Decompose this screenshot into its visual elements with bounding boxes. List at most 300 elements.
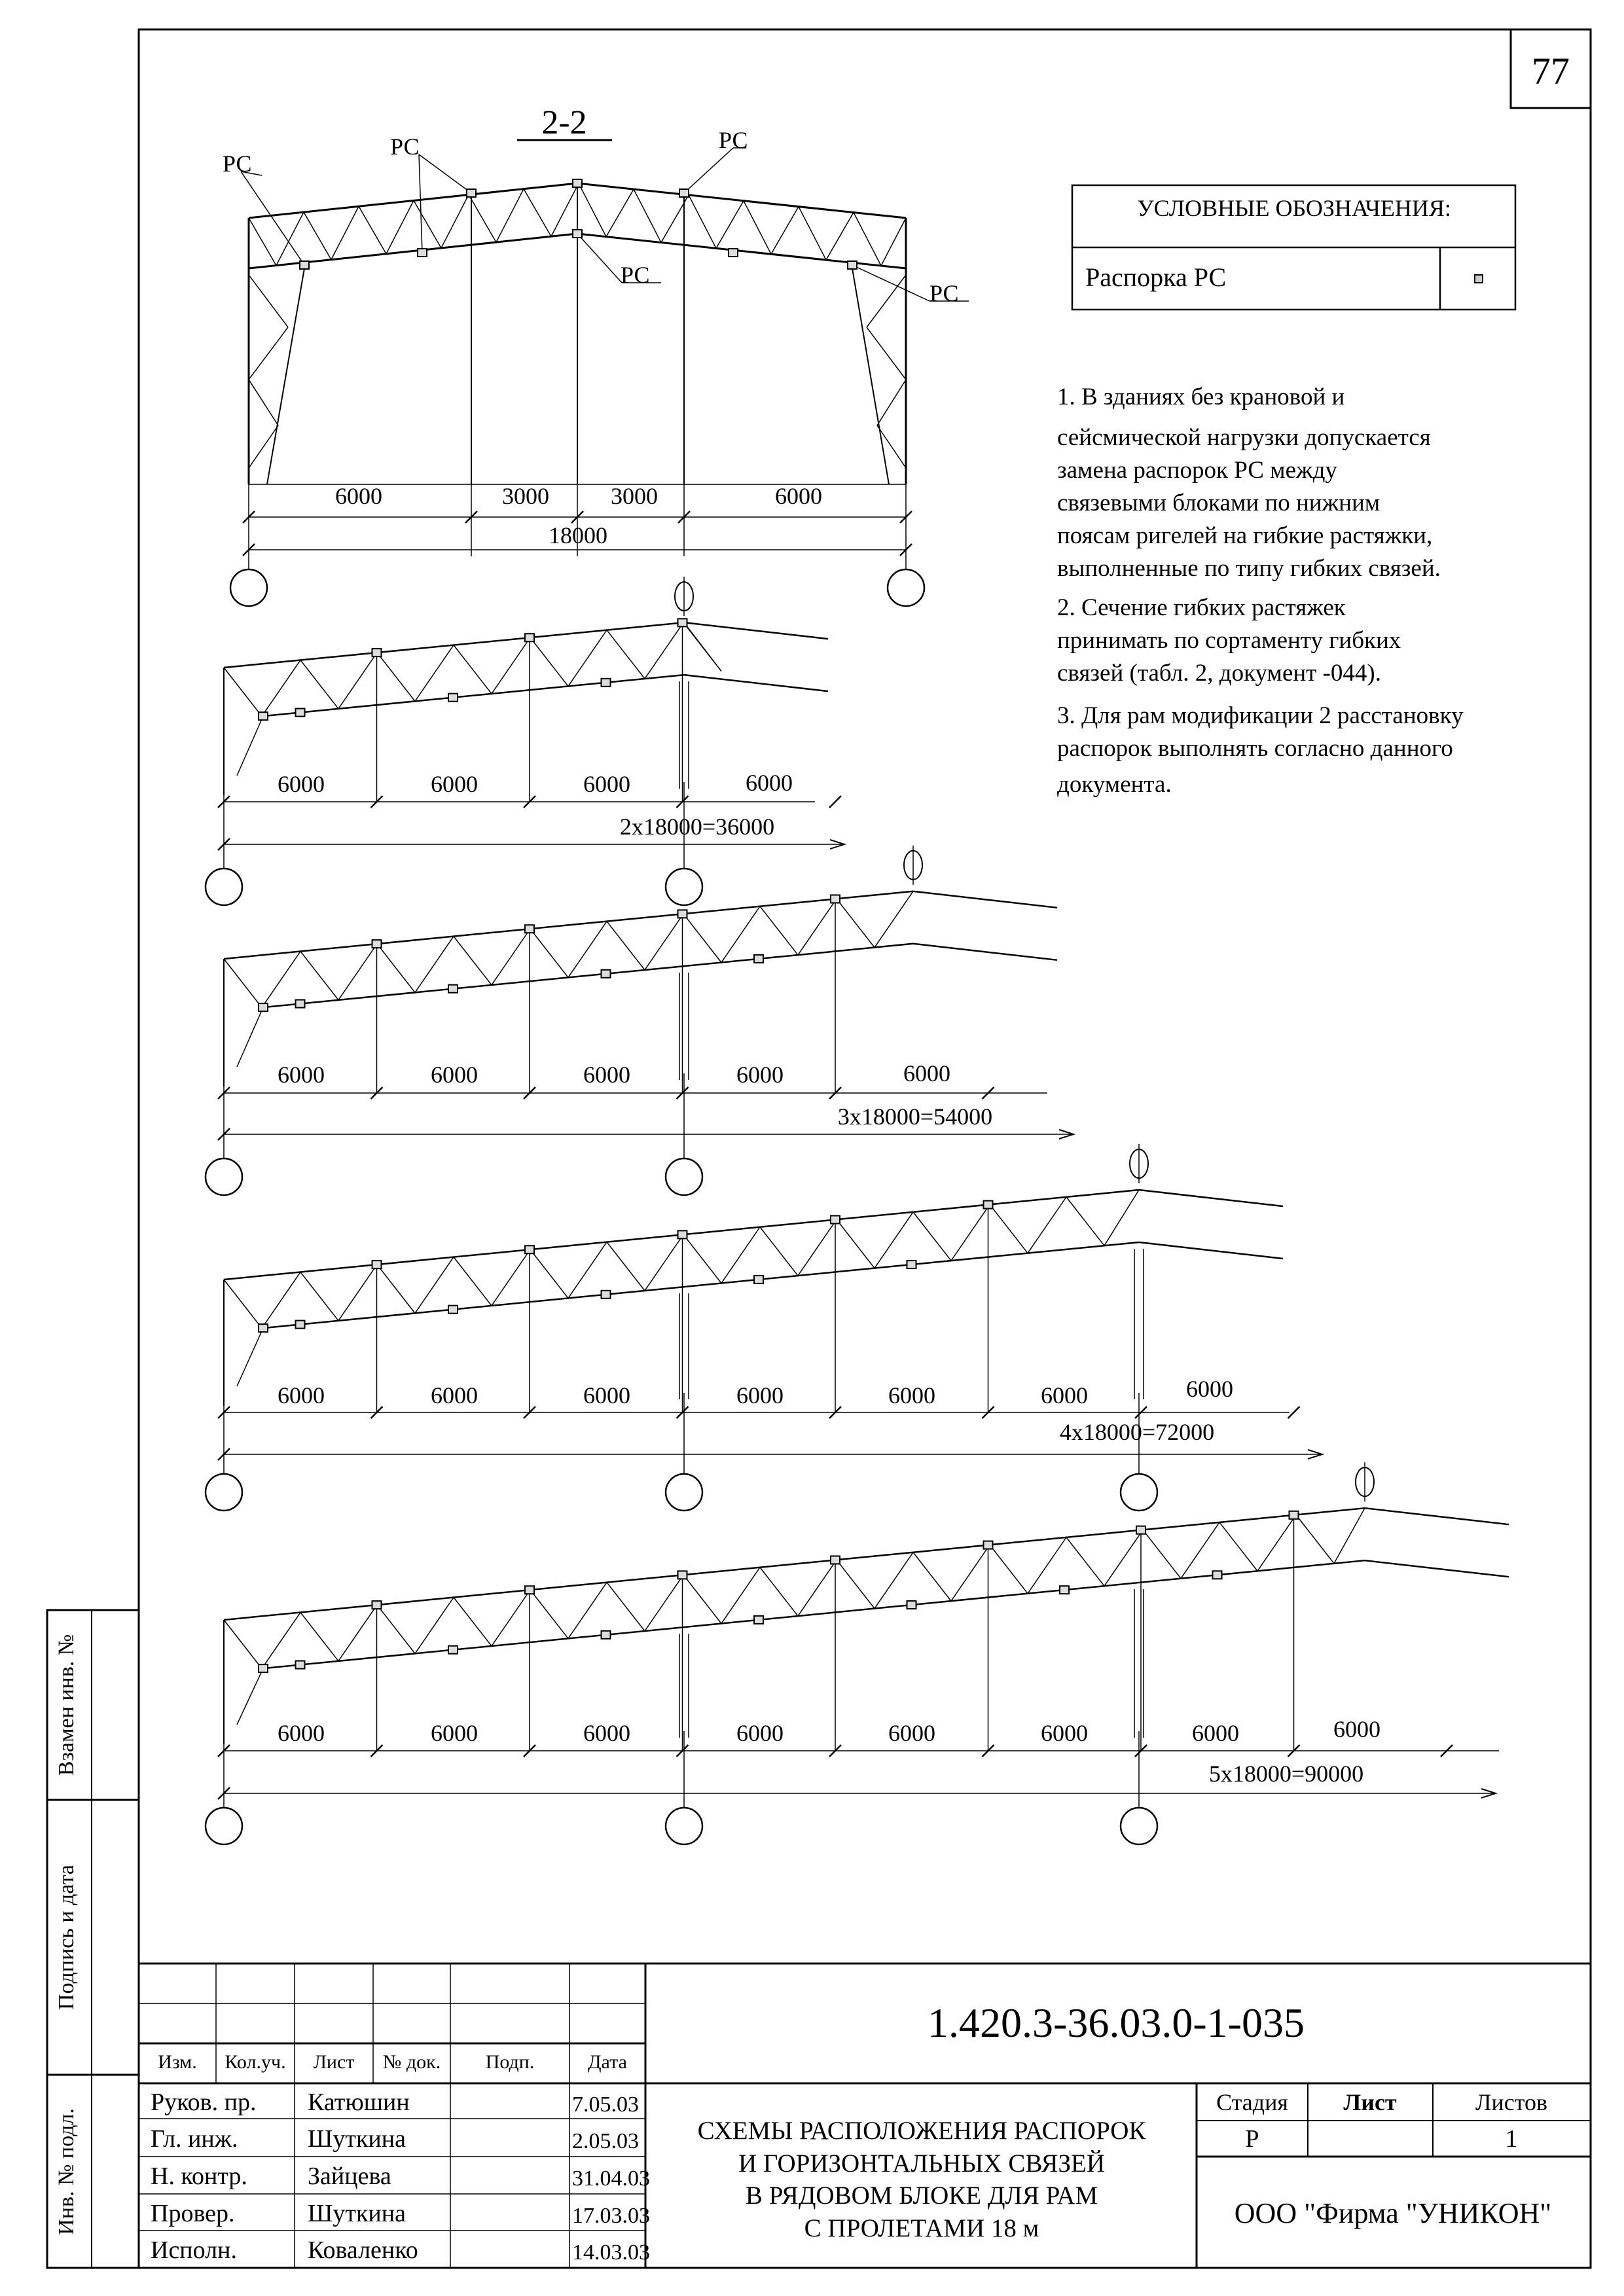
strut-marker [1136,1526,1146,1534]
truss-web [634,189,661,242]
truss-web [492,637,530,694]
note-line: 3. Для рам модификации 2 расстановку [1057,702,1464,729]
strut-marker [296,1661,305,1669]
truss-web [492,1590,530,1646]
note-line: сейсмической нагрузки допускается [1057,424,1431,451]
strut-marker [418,249,427,257]
truss-web [990,1545,1028,1593]
legend-item-label: Распорка РС [1085,262,1227,292]
approvals [151,2089,650,2265]
truss-web [760,1227,798,1276]
axis-bubble [1121,1474,1157,1511]
scheme-1-dims [278,770,793,840]
top-chord [1365,1508,1509,1524]
approval-role: Провер. [151,2200,235,2227]
note-line: замена распорок РС между [1057,457,1337,484]
dim-label: 3000 [611,483,658,509]
dim-label: 3000 [502,483,549,509]
dim-label: 6000 [278,771,325,797]
truss-web [530,929,568,977]
stamp-original-inventory: Инв. № подл. [54,2108,79,2235]
dim-label: 6000 [736,1382,784,1408]
callout-leader [419,154,471,193]
strut-marker [296,1321,305,1329]
truss-web [492,1249,530,1306]
column-inner [237,716,263,776]
strut-marker [602,679,611,687]
strut-marker [448,1646,458,1654]
truss-web [579,183,606,236]
dim-label: 6000 [736,1062,784,1088]
stage-value: Р [1245,2125,1259,2153]
bottom-chord [249,234,577,268]
dim-total: 5x18000=90000 [1208,1761,1364,1787]
truss-web [607,1583,645,1631]
truss-web [338,1605,377,1661]
truss-web [530,1249,568,1298]
note-line: 2. Сечение гибких растяжек [1057,594,1346,621]
document-code: 1.420.3-36.03.0-1-035 [928,2000,1305,2046]
strut-marker [678,619,687,626]
scheme-3-dims [278,1376,1233,1445]
truss-web [377,1265,415,1313]
dim-label: 6000 [746,770,793,796]
callout-leader [577,234,622,283]
strut-marker [448,1306,458,1314]
approval-name: Шуткина [308,2125,406,2153]
column-inner [267,268,304,484]
approval-name: Шуткина [308,2200,406,2227]
strut-marker [372,940,382,948]
strut-marker [372,649,382,656]
dim-label: 6000 [278,1720,325,1746]
truss-web [760,906,798,955]
truss-web [837,1219,875,1268]
dim-label: 6000 [431,1382,478,1408]
approval-name: Коваленко [308,2236,418,2264]
column-web [249,380,278,425]
column-web [867,275,906,327]
strut-marker [1060,1586,1069,1594]
truss-web [224,959,262,1007]
truss-web [551,183,579,236]
truss-web [496,189,524,242]
truss-web [881,218,906,266]
strut-marker [259,712,268,720]
dim-label: 6000 [583,1720,630,1746]
truss-web [386,200,414,253]
truss-web [262,660,300,717]
strut-marker [831,895,840,903]
legend-header: УСЛОВНЫЕ ОБОЗНАЧЕНИЯ: [1137,195,1451,221]
legend-strut-symbol [1475,275,1483,283]
bottom-chord [913,944,1057,960]
truss-web [721,1568,760,1624]
note-line: выполненные по типу гибких связей. [1057,555,1441,582]
truss-web [568,922,607,978]
stage-label: Стадия [1216,2089,1288,2115]
sheet-label: Лист [1343,2089,1397,2115]
axis-bubble [666,1808,702,1844]
truss-web [798,899,837,955]
top-chord [224,891,913,959]
approval-name: Катюшин [308,2089,410,2116]
approval-role: Н. контр. [151,2162,247,2190]
note-line: распорок выполнять согласно данного [1057,735,1453,762]
truss-web [377,944,415,992]
truss-web [492,929,530,985]
strut-callout-5: РС [929,280,959,306]
bottom-chord [684,675,828,691]
axis-bubble [888,569,924,606]
truss-web [645,1234,683,1291]
truss-web [837,1560,875,1608]
truss-web [721,1227,760,1283]
note-line: поясам ригелей на гибкие растяжки, [1057,522,1433,549]
column-inner [237,1668,263,1725]
truss-web [1104,1190,1139,1246]
company-name: ООО "Фирма "УНИКОН" [1234,2197,1552,2229]
title-line: С ПРОЛЕТАМИ 18 м [804,2214,1039,2242]
truss-web [300,1613,338,1661]
strut-marker [831,1215,840,1223]
truss-web [524,189,551,237]
dim-label: 6000 [888,1720,935,1746]
strut-marker [754,1276,763,1283]
stamp-replace-inventory: Взамен инв. № [54,1634,79,1776]
page-number: 77 [1532,50,1570,92]
strut-marker [602,1291,611,1299]
truss-web [1066,1197,1104,1246]
truss-web [1028,1537,1066,1594]
truss-web [454,645,492,694]
col-header: Кол.уч. [225,2051,286,2073]
truss-web [454,937,492,985]
truss-web [607,630,645,679]
strut-marker [448,694,458,702]
sheets-label: Листов [1475,2089,1547,2115]
truss-web [331,206,359,259]
approval-date: 14.03.03 [572,2240,650,2265]
truss-web [1334,1508,1365,1564]
dim-label: 6000 [335,483,382,509]
truss-web [606,189,634,237]
truss-web [377,653,415,701]
truss-web [913,1552,951,1601]
truss-web [683,914,721,962]
column-web [867,327,906,380]
truss-web [716,201,744,249]
strut-marker [259,1664,268,1672]
truss-web [224,1280,262,1328]
strut-callout-4: РС [621,262,650,288]
strut-marker [259,1003,268,1011]
callout-leader [419,154,422,253]
approval-role: Гл. инж. [151,2125,238,2153]
column-web [877,425,906,468]
dim-label: 6000 [583,1382,630,1408]
truss-web [854,213,881,266]
top-chord [224,1508,1365,1620]
strut-marker [467,189,476,197]
strut-marker [573,179,582,187]
strut-marker [573,230,582,238]
strut-marker [754,955,763,963]
approval-role: Руков. пр. [151,2089,257,2116]
dim-total: 3x18000=54000 [837,1103,993,1130]
dim-label: 6000 [583,771,630,797]
drawing-title [698,2117,1147,2242]
truss-web [415,645,454,702]
dim-label: 6000 [278,1062,325,1088]
axis-bubble [206,1474,242,1511]
strut-marker [602,970,611,978]
strut-marker [525,1246,534,1253]
truss-web [530,1590,568,1638]
bottom-chord [263,944,913,1007]
axis-bubble [230,569,267,606]
col-header: Лист [313,2051,355,2073]
dim-total: 18000 [549,522,607,548]
strut-callout-1: РС [223,151,252,177]
truss-web [1219,1522,1257,1571]
strut-marker [729,249,738,257]
strut-marker [372,1261,382,1268]
dim-label: 6000 [1041,1382,1088,1408]
truss-web [1181,1522,1219,1579]
truss-web [798,1219,837,1276]
dim-tick [1288,1407,1300,1418]
truss-web [530,637,568,686]
strut-marker [848,261,857,269]
strut-marker [300,261,309,269]
truss-web [262,1613,300,1669]
col-header: Изм. [158,2051,197,2073]
note-line: принимать по сортаменту гибких [1057,627,1401,654]
truss-web [568,1583,607,1639]
strut-marker [678,910,687,918]
truss-web [338,653,377,709]
col-header: Подп. [485,2051,535,2073]
axis-bubble [666,869,702,905]
dim-label: 6000 [1333,1716,1380,1742]
approval-date: 31.04.03 [572,2166,650,2191]
truss-web [415,1257,454,1314]
strut-marker [678,1230,687,1238]
strut-marker [525,925,534,933]
strut-marker [678,1571,687,1579]
section-label: 2-2 [541,104,587,141]
note-line: связевыми блоками по нижним [1057,490,1380,516]
truss-web [454,1257,492,1306]
dim-label: 6000 [278,1382,325,1408]
dim-total: 2x18000=36000 [619,814,775,840]
truss-web [568,1242,607,1299]
top-chord [249,183,577,218]
col-header: № док. [382,2051,441,2073]
strut-marker [754,1616,763,1624]
truss-web [645,1575,683,1631]
strut-marker [296,709,305,717]
strut-marker [907,1601,916,1609]
top-chord [684,622,828,639]
dim-label: 6000 [775,483,822,509]
truss-web [262,952,300,1008]
approval-date: 2.05.03 [572,2129,639,2153]
truss-web [1257,1515,1296,1571]
truss-web [1296,1515,1334,1563]
truss-web [300,952,338,1000]
truss-web [568,630,607,687]
truss-web [262,1272,300,1329]
top-chord [1139,1190,1283,1206]
axis-bubble [666,1474,702,1511]
strut-marker [372,1601,382,1609]
dim-label: 6000 [888,1382,935,1408]
column-inner [237,1007,263,1067]
truss-web [607,1242,645,1291]
truss-web [300,660,338,709]
truss-web [990,1204,1028,1253]
axis-bubble [206,1158,242,1195]
scheme-4-dims [278,1716,1380,1787]
truss-web [359,206,386,254]
truss-web [798,1560,837,1616]
approval-name: Зайцева [308,2162,391,2190]
truss-web [744,201,771,254]
truss-web [683,1575,721,1623]
truss-web [875,891,913,948]
truss-web [771,207,799,255]
strut-callout-3: РС [719,127,748,153]
stamp-signature-date: Подпись и дата [54,1865,79,2010]
strut-marker [525,1586,534,1594]
truss-web [799,207,826,260]
truss-web [415,1598,454,1654]
truss-web [338,1265,377,1321]
dim-label: 6000 [431,771,478,797]
truss-web [951,1204,990,1261]
title-line: СХЕМЫ РАСПОЛОЖЕНИЯ РАСПОРОК [697,2117,1146,2145]
column-web [249,327,288,380]
truss-web [249,218,276,266]
note-line: 1. В зданиях без крановой и [1057,384,1345,410]
dim-label: 6000 [1041,1720,1088,1746]
strut-marker [259,1324,268,1332]
strut-marker [525,634,534,641]
strut-callout-2: РС [390,134,420,160]
truss-web [721,906,760,963]
dim-label: 6000 [736,1720,784,1746]
bottom-chord [263,1242,1139,1328]
truss-web [951,1545,990,1601]
truss-web [304,212,331,260]
strut-marker [679,189,689,197]
truss-web [415,937,454,993]
dim-label: 6000 [431,1720,478,1746]
dim-label: 6000 [431,1062,478,1088]
strut-marker [448,985,458,993]
truss-web [683,1234,721,1283]
truss-web [300,1272,338,1321]
page-frame [47,29,1591,2268]
truss-web [1066,1537,1104,1586]
bottom-chord [1365,1560,1509,1577]
title-line: В РЯДОВОМ БЛОКЕ ДЛЯ РАМ [745,2181,1098,2210]
dim-total: 4x18000=72000 [1059,1419,1215,1445]
strut-marker [984,1201,993,1209]
strut-marker [296,1000,305,1008]
axis-bubble [1121,1808,1157,1844]
title-line: И ГОРИЗОНТАЛЬНЫХ СВЯЗЕЙ [738,2149,1105,2178]
axis-bubble [666,1158,702,1195]
dim-tick [829,796,841,808]
truss-web [224,1620,262,1668]
strut-marker [907,1261,916,1268]
scheme-2-dims [278,1060,992,1130]
truss-web [689,195,716,248]
approval-date: 7.05.03 [572,2092,639,2117]
top-chord [913,891,1057,908]
col-header: Дата [588,2051,627,2073]
truss-web [607,922,645,970]
truss-web [826,213,854,260]
strut-marker [602,1631,611,1639]
dim-label: 6000 [1192,1720,1239,1746]
truss-web [645,914,683,970]
axis-bubble [206,869,242,905]
general-notes [1057,384,1464,798]
callout-leader [684,148,733,193]
truss-web [913,1212,951,1261]
truss-web [837,899,875,947]
column-inner [852,268,889,484]
truss-web [1028,1197,1066,1253]
bottom-chord [263,1560,1365,1668]
note-line: связей (табл. 2, документ -044). [1057,660,1381,687]
note-line: документа. [1057,771,1172,798]
truss-web [1143,1530,1181,1578]
column-inner [237,1328,263,1386]
bottom-chord [1139,1242,1283,1259]
strut-marker [1290,1511,1299,1519]
bottom-chord [263,675,684,716]
column-web [249,275,288,327]
truss-web [338,944,377,1000]
truss-web [414,200,441,248]
strut-marker [1213,1571,1222,1579]
dim-label: 6000 [903,1060,950,1086]
truss-web [1104,1530,1143,1586]
truss-web [684,622,721,671]
approval-date: 17.03.03 [572,2204,650,2228]
approval-role: Исполн. [151,2236,237,2264]
truss-web [875,1212,913,1268]
truss-web [760,1568,798,1616]
truss-web [377,1605,415,1653]
truss-web [645,622,683,679]
column-web [877,380,906,425]
strut-marker [831,1556,840,1564]
strut-marker [984,1541,993,1549]
dim-label: 6000 [1186,1376,1233,1402]
truss-web [454,1598,492,1646]
title-block-headers [158,2051,627,2073]
truss-web [224,668,262,716]
truss-web [875,1552,913,1609]
truss-web [469,195,496,243]
axis-bubble [206,1808,242,1844]
